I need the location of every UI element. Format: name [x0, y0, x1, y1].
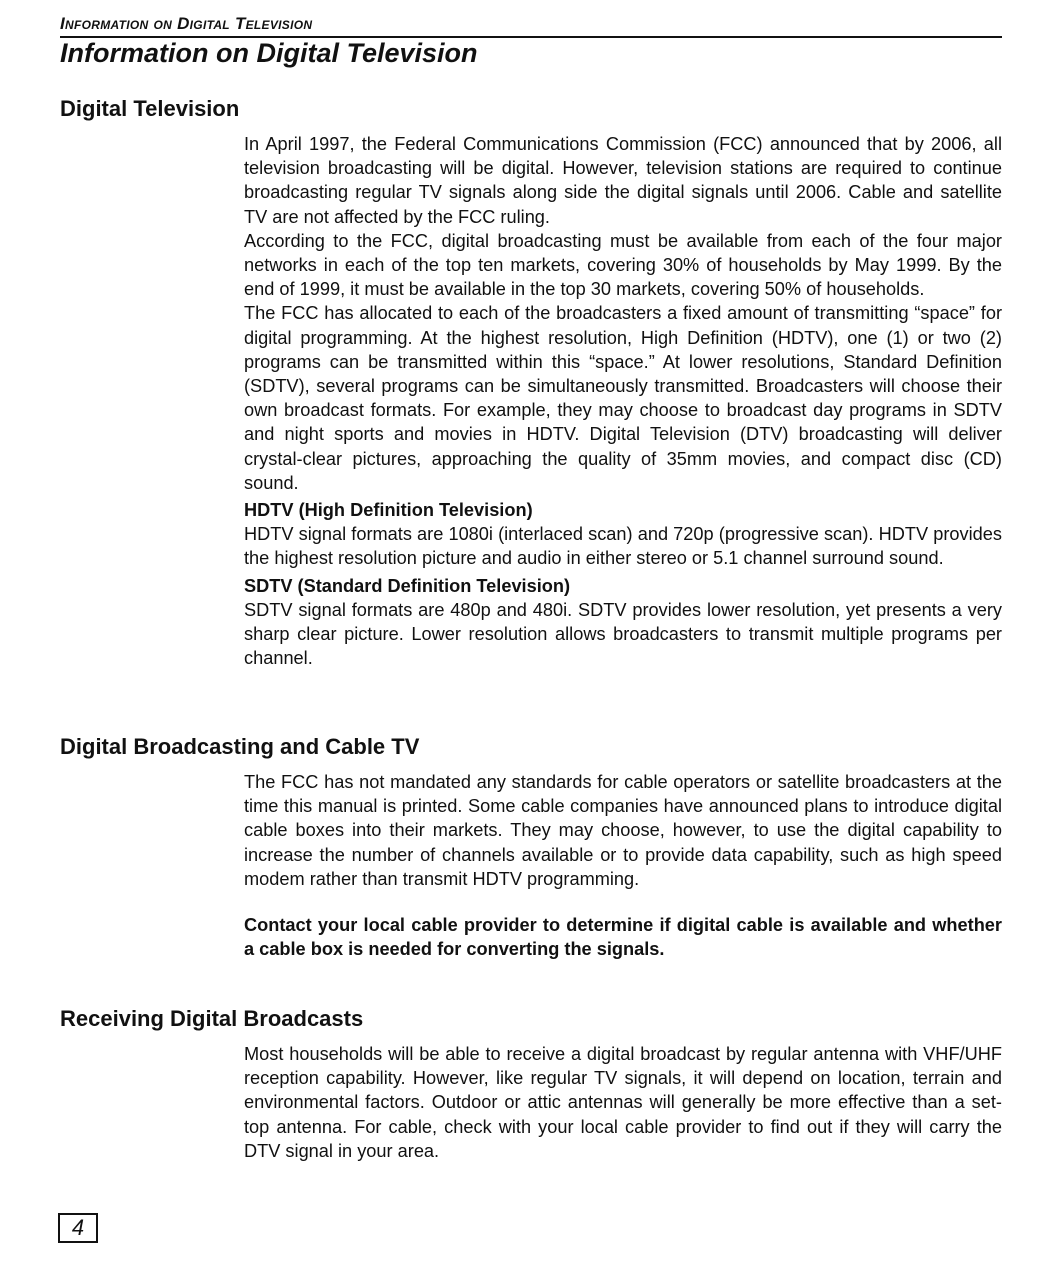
running-header-title: Information on Digital Television [60, 14, 313, 33]
section-body-receiving [244, 1042, 1002, 1163]
paragraph-cable-standards: The FCC has not mandated any standards for cable operators or satellite broadcasters at the time this manual is printed. Some cable companies have announced plans to introduce digital cable boxes into their markets. They may choose, however, to use the digital capability to increase the number of channels available or to provide data capability, such as high speed modem rather than transmit HDTV programming. [244, 772, 1002, 889]
subheading-hdtv: HDTV (High Definition Television) [244, 500, 533, 521]
page-title: Information on Digital Television [60, 38, 478, 68]
section-heading-digital-television: Digital Television [60, 96, 240, 121]
cable-provider-note: Contact your local cable provider to determine if digital cable is available and whether a cable box is needed for converting the signals. [244, 915, 1002, 960]
section-body-digital-television [244, 132, 1002, 670]
paragraph-receiving: Most households will be able to receive a digital broadcast by regular antenna with VHF/UHF reception capability. However, like regular TV signals, it will depend on location, terrain and environmental factors. Outdoor or attic antennas will generally be more effective than a set-top antenna. For cable, check with your local cable provider to find out if they will carry the DTV signal in your area. [244, 1044, 1002, 1161]
section-body-cable [244, 770, 1002, 961]
paragraph-hdtv: HDTV signal formats are 1080i (interlaced scan) and 720p (progressive scan). HDTV provides the highest resolution picture and audio in either stereo or 5.1 channel surround sound. [244, 524, 1002, 569]
paragraph-fcc-announcement: In April 1997, the Federal Communications Commission (FCC) announced that by 2006, all television broadcasting will be digital. However, television stations are required to continue broadcasting regular TV signals along side the digital signals until 2006. Cable and satellite TV are not affected by the FCC ruling. [244, 134, 1002, 227]
page-number-box [58, 1213, 98, 1243]
paragraph-sdtv: SDTV signal formats are 480p and 480i. SDTV provides lower resolution, yet presents a very sharp clear picture. Lower resolution allows broadcasters to transmit multiple programs per channel. [244, 599, 1002, 669]
running-header [60, 14, 1002, 38]
subheading-sdtv: SDTV (Standard Definition Television) [244, 575, 571, 596]
section-heading-receiving: Receiving Digital Broadcasts [60, 1006, 364, 1031]
section-heading-cable: Digital Broadcasting and Cable TV [60, 734, 420, 759]
paragraph-fcc-allocation: The FCC has allocated to each of the broadcasters a fixed amount of transmitting “space” for digital programming. At the highest resolution, High Definition (HDTV), one (1) or two (2) programs can be transmitted within this “space.” At lower resolutions, Standard Definition (SDTV), several programs can be simultaneously transmitted. Broadcasters will choose their own broadcast formats. For example, they may choose to broadcast day programs in SDTV and night sports and movies in HDTV. Digital Television (DTV) broadcasting will deliver crystal-clear pictures, approaching the quality of 35mm movies, and compact disc (CD) sound. [244, 303, 1002, 493]
paragraph-fcc-requirements: According to the FCC, digital broadcasting must be available from each of the four major networks in each of the top ten markets, covering 30% of households by May 1999. By the end of 1999, it must be available in the top 30 markets, covering 50% of households. [244, 230, 1002, 300]
page-number: 4 [71, 1215, 85, 1240]
